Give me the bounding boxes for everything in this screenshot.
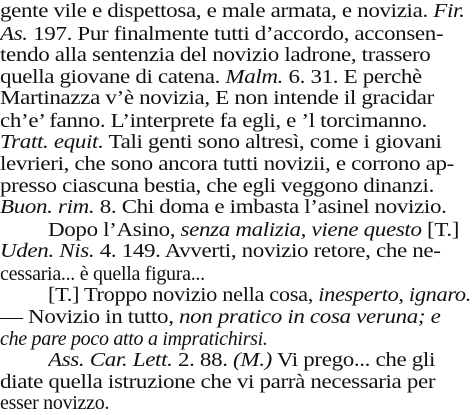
roman-text: [T.] Troppo novizio nella cosa, <box>48 284 319 306</box>
roman-text: esser novizzo. <box>0 392 110 414</box>
text-line <box>0 392 473 415</box>
text-line <box>0 153 473 176</box>
roman-text: 6. 31. E perchè <box>283 66 422 88</box>
text-line <box>0 306 473 329</box>
text-line <box>0 87 473 110</box>
italic-text: Buon. rim. <box>0 196 95 218</box>
text-line <box>0 196 473 219</box>
roman-text: cessaria... è quella figura... <box>0 263 205 285</box>
roman-text: [T.] <box>421 219 460 241</box>
roman-text: 197. Pur finalmente tutti d’accordo, acconsen- <box>27 23 444 45</box>
italic-text: Malm. <box>225 66 284 88</box>
roman-text: ch’e’ fanno. L’interprete fa egli, e ’l torcimanno. <box>0 110 427 132</box>
text-line <box>0 175 473 198</box>
text-line <box>0 110 473 133</box>
roman-text: Martinazza v’è novizia, E non intende il gracidar <box>0 87 434 109</box>
italic-text: Ass. Car. Lett. <box>48 349 173 371</box>
italic-text: non pratico in cosa veruna; e <box>179 306 441 328</box>
roman-text: diate quella istruzione che vi parrà necessaria per <box>0 371 436 393</box>
text-line <box>0 240 473 263</box>
italic-text: Fir. <box>433 0 465 22</box>
roman-text: gente vile e dispettosa, e male armata, e novizia. <box>0 0 434 22</box>
italic-text: Uden. Nis. <box>0 240 95 262</box>
roman-text: Vi prego... che gli <box>271 349 436 371</box>
roman-text: 2. 88. <box>172 349 234 371</box>
roman-text: 4. 149. Avverti, novizio retore, che ne- <box>94 240 441 262</box>
roman-text: levrieri, che sono ancora tutti novizii, e corrono ap- <box>0 153 454 175</box>
italic-text: che pare poco atto a impratichirsi. <box>0 328 268 350</box>
italic-text: senza malizia, viene questo <box>180 219 422 241</box>
roman-text: presso ciascuna bestia, che egli veggono dinanzi. <box>0 175 434 197</box>
text-line <box>0 371 473 394</box>
roman-text: 8. Chi doma e imbasta l’asinel novizio. <box>94 196 447 218</box>
roman-text: tendo alla sentenzia del novizio ladrone, trassero <box>0 44 431 66</box>
text-line <box>48 219 473 242</box>
text-line <box>0 66 473 89</box>
text-line <box>48 284 473 307</box>
text-line <box>48 349 473 372</box>
text-line <box>0 328 473 351</box>
roman-text: Tali genti sono altresì, come i giovani <box>103 131 442 153</box>
text-line <box>0 44 473 67</box>
text-line <box>0 263 473 286</box>
italic-text: Tratt. equit. <box>0 131 104 153</box>
italic-text: (M.) <box>233 349 272 371</box>
italic-text: inesperto, ignaro. <box>318 284 472 306</box>
italic-text: As. <box>0 23 28 45</box>
roman-text: quella giovane di catena. <box>0 66 226 88</box>
text-line <box>0 131 473 154</box>
roman-text: Dopo l’Asino, <box>48 219 181 241</box>
text-line <box>0 0 473 23</box>
text-line <box>0 23 473 46</box>
roman-text: — Novizio in tutto, <box>0 306 180 328</box>
